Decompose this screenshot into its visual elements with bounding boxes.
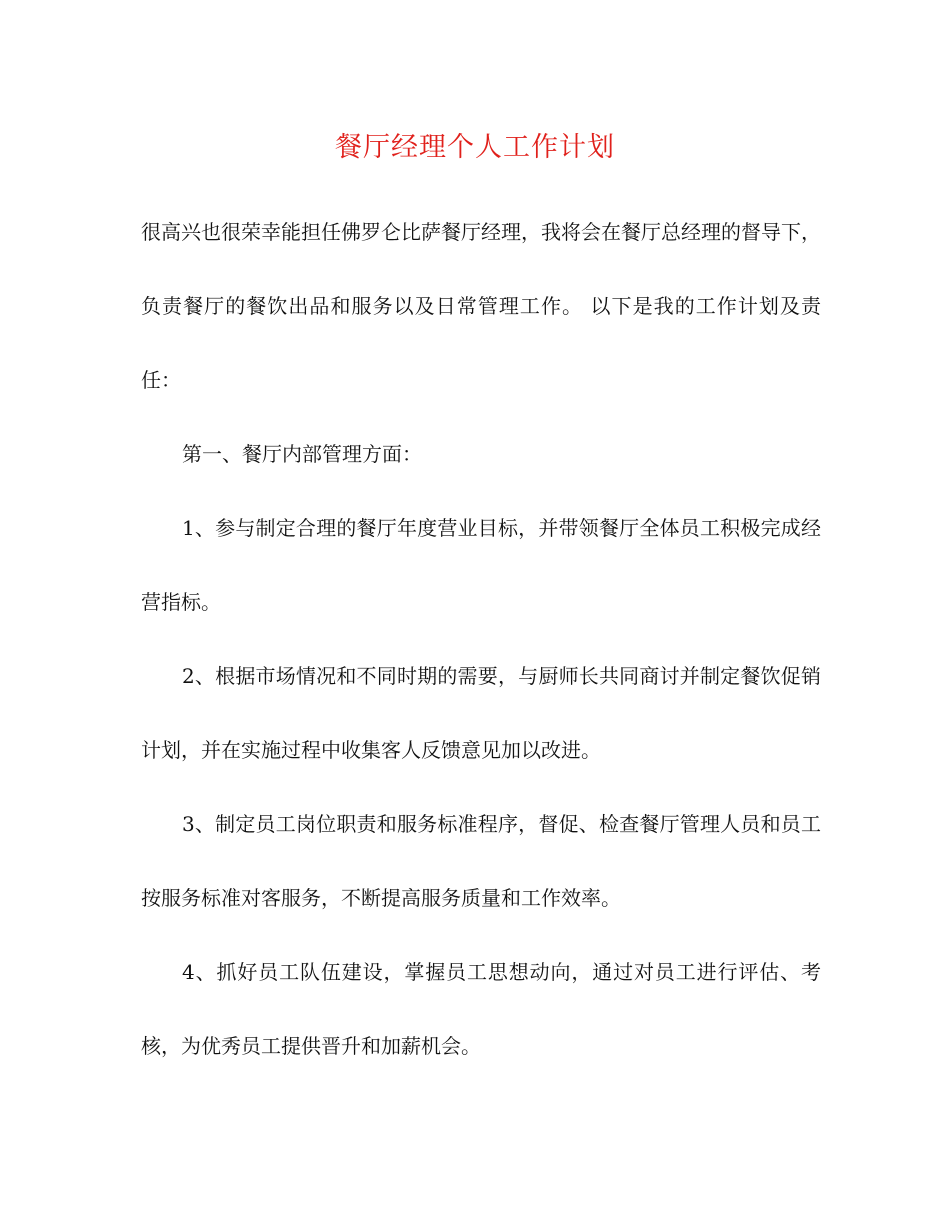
item-4-paragraph: 4、抓好员工队伍建设，掌握员工思想动向，通过对员工进行评估、考核，为优秀员工提供晋升和加薪机会。 xyxy=(141,960,821,1058)
section-heading-paragraph: 第一、餐厅内部管理方面： xyxy=(182,442,422,466)
item-3-paragraph: 3、制定员工岗位职责和服务标准程序，督促、检查餐厅管理人员和员工按服务标准对客服务，不断提高服务质量和工作效率。 xyxy=(141,812,821,910)
item-2-paragraph: 2、根据市场情况和不同时期的需要，与厨师长共同商讨并制定餐饮促销计划，并在实施过程中收集客人反馈意见加以改进。 xyxy=(141,664,821,762)
intro-paragraph: 很高兴也很荣幸能担任佛罗仑比萨餐厅经理，我将会在餐厅总经理的督导下，负责餐厅的餐饮出品和服务以及日常管理工作。 以下是我的工作计划及责任： xyxy=(141,220,821,392)
document-title: 餐厅经理个人工作计划 xyxy=(335,132,615,163)
item-1-paragraph: 1、参与制定合理的餐厅年度营业目标，并带领餐厅全体员工积极完成经营指标。 xyxy=(141,516,821,614)
